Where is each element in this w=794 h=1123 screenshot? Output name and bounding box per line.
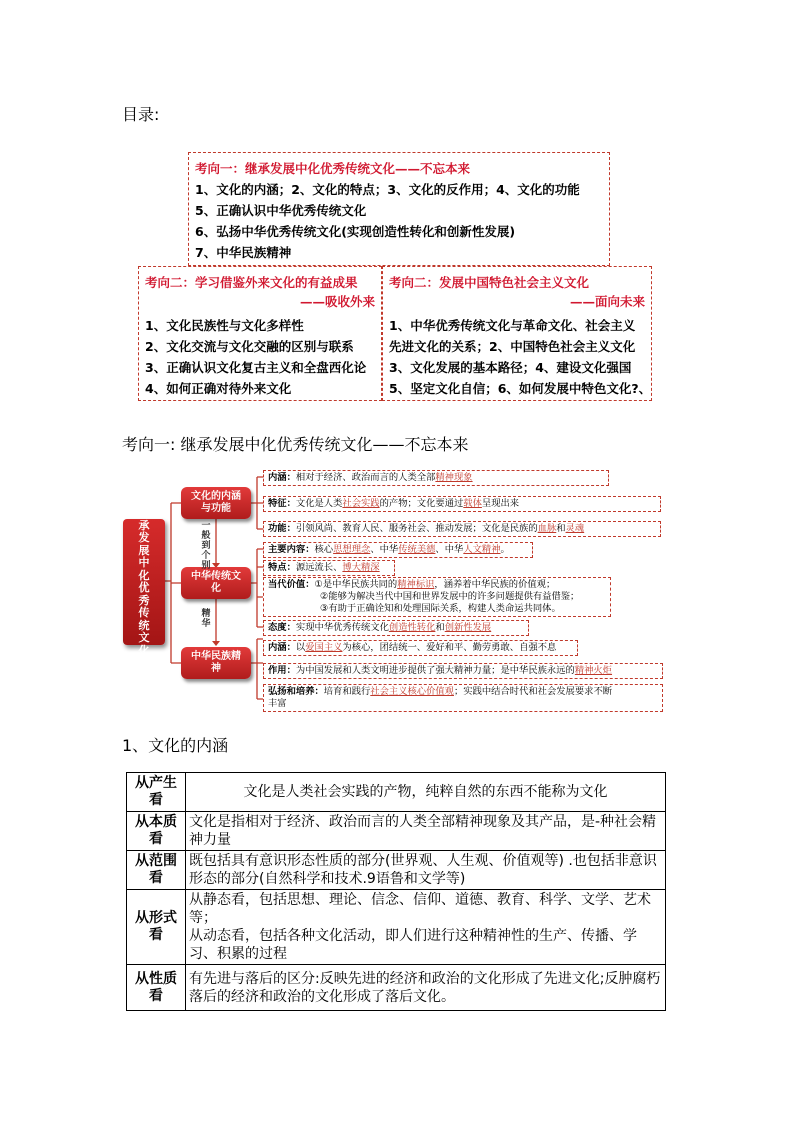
box3-subtitle: ——面向未来 — [569, 294, 645, 309]
node-national-spirit — [181, 647, 251, 679]
table-key-cell: 从性质看 — [127, 965, 186, 1011]
leaf-key: 当代价值： — [268, 579, 315, 590]
table-value-cell: 有先进与落后的区分:反映先进的经济和政治的文化形成了先进文化;反肿腐朽落后的经济和政治的文化形成了落后文化。 — [186, 965, 666, 1011]
leaf-text: 、中华 — [370, 544, 399, 555]
leaf-text: 相对于经济、政治而言的人类全部 — [295, 472, 436, 483]
box1-line: 1、文化的内涵；2、文化的特点；3、文化的反作用；4、文化的功能 — [195, 182, 580, 197]
box1-title: 考向一：继承发展中化优秀传统文化——不忘本来 — [195, 161, 471, 176]
table-key-cell: 从范围看 — [127, 851, 186, 890]
box3-line: 1、中华优秀传统文化与革命文化、社会主义 — [389, 318, 636, 333]
leaf-keyword: 精神标识 — [397, 579, 435, 590]
leaf-keyword: 精神现象 — [435, 472, 473, 483]
label-general-to-specific: 一般到个别 — [201, 521, 211, 571]
node-traditional-culture — [181, 567, 251, 599]
section-heading-2: 1、文化的内涵 — [122, 736, 229, 755]
leaf-text: ③有助于正确诠知和处理国际关系，构建人类命运共同体。 — [320, 603, 561, 614]
box3-title: 考向二：发展中国特色社会主义文化 — [389, 275, 590, 290]
node-label: 中华民族精神 — [191, 651, 241, 674]
outline-box-1 — [188, 152, 610, 266]
mind-map-root — [123, 506, 165, 657]
leaf-key: 特点： — [268, 562, 296, 573]
leaf-keyword: 社会实践 — [342, 498, 380, 509]
node-label: 文化的内涵与功能 — [191, 491, 241, 514]
table-value-line: 从动态看，包括各种文化活动，即人们进行这种精神性的生产、传播、学习、积累的过程 — [189, 928, 637, 962]
leaf-key: 特征： — [268, 498, 296, 509]
leaf-key: 功能： — [268, 523, 296, 534]
box1-line: 5、正确认识中华优秀传统文化 — [195, 203, 367, 218]
table-row — [127, 773, 666, 812]
table-value-cell: 既包括具有意识形态性质的部分(世界观、人生观、价值观等) .也包括非意识形态的部分(自然科学和技术.9语鲁和文学等) — [186, 851, 666, 890]
node-label: 中华传统文化 — [191, 571, 241, 594]
leaf-keyword: 载体 — [463, 498, 482, 509]
leaf-text: ；实践中结合时代和社会发展要求不断 — [453, 686, 613, 697]
leaf-text: 引领风尚、教育人民、服务社会、推动发展；文化是民族的 — [295, 523, 538, 534]
table-row — [127, 965, 666, 1011]
leaf-key: 内涵： — [268, 642, 296, 653]
leaf-function — [263, 521, 661, 537]
leaf-main-content — [263, 542, 533, 558]
table-row — [127, 890, 666, 965]
leaf-keyword: 灵魂 — [565, 523, 585, 534]
leaf-key: 弘扬和培养： — [268, 686, 324, 697]
leaf-text: 为中国发展和人类文明进步提供了强大精神力量；是中华民族永远的 — [295, 665, 575, 676]
leaf-attitude — [263, 620, 529, 636]
box1-line: 7、中华民族精神 — [195, 245, 292, 260]
table-key-cell: 从产生看 — [127, 773, 186, 812]
table-value-line: 从静态看，包括思想、理论、信念、信仰、道德、教育、科学、文学、艺术等； — [189, 892, 651, 926]
leaf-keyword: 创新性发展 — [444, 622, 492, 633]
leaf-contemporary-value — [263, 577, 611, 617]
leaf-text: 呈现出来 — [481, 498, 520, 509]
table-value-cell — [186, 890, 666, 965]
leaf-keyword: 博大精深 — [342, 562, 380, 573]
box2-line: 3、正确认识文化复古主义和全盘西化论 — [145, 360, 367, 375]
section-heading-1: 考向一: 继承发展中化优秀传统文化——不忘本来 — [122, 435, 469, 454]
leaf-text: 和 — [435, 622, 445, 633]
table-row — [127, 851, 666, 890]
table-row — [127, 812, 666, 851]
box3-line: 3、文化发展的基本路径；4、建设文化强国 — [389, 360, 632, 375]
box1-line: 6、弘扬中华优秀传统文化(实现创造性转化和创新性发展) — [195, 224, 516, 239]
leaf-key: 主要内容： — [268, 544, 315, 555]
box2-title: 考向二：学习借鉴外来文化的有益成果 — [145, 275, 358, 290]
leaf-text: ①是中华民族共同的 — [314, 579, 398, 590]
leaf-spirit-role — [263, 663, 663, 679]
leaf-key: 态度： — [268, 622, 296, 633]
leaf-text: ②能够为解决当代中国和世界发展中的许多问题提供有益借鉴； — [320, 591, 580, 602]
table-key-cell: 从本质看 — [127, 812, 186, 851]
outline-box-3 — [382, 266, 652, 401]
leaf-text: 。 — [500, 544, 510, 555]
leaf-text: 和 — [556, 523, 566, 534]
outline-box-2 — [138, 266, 382, 401]
table-value-cell: 文化是人类社会实践的产物，纯粹自然的东西不能称为文化 — [186, 773, 666, 812]
leaf-text: 文化是人类 — [295, 498, 343, 509]
table-key-cell: 从形式看 — [127, 890, 186, 965]
leaf-text: 为核心，团结统一、爱好和平、勤劳勇敢、自强不息 — [342, 642, 557, 653]
leaf-keyword: 创造性转化 — [388, 622, 436, 633]
leaf-characteristics — [263, 560, 395, 576]
leaf-text: 核心 — [314, 544, 334, 555]
leaf-keyword: 血脉 — [537, 523, 557, 534]
leaf-key: 作用： — [268, 665, 296, 676]
root-label: 继承发展中化优秀传统文化 — [138, 506, 150, 657]
leaf-text: 培育和践行 — [323, 686, 371, 697]
table-value-cell: 文化是指相对于经济、政治而言的人类全部精神现象及其产品，是-种社会精神力量 — [186, 812, 666, 851]
leaf-spirit-cultivate — [263, 684, 663, 712]
box3-line: 先进文化的关系；2、中国特色社会主义文化 — [389, 339, 636, 354]
leaf-keyword: 爱国主义 — [305, 642, 343, 653]
leaf-text: 实现中华优秀传统文化 — [295, 622, 389, 633]
leaf-spirit-meaning — [263, 640, 578, 656]
leaf-keyword: 人文精神 — [463, 544, 501, 555]
box2-subtitle: ——吸收外来 — [299, 294, 375, 309]
leaf-keyword: 社会主义核心价值观 — [370, 686, 454, 697]
label-essence: 精华 — [201, 609, 211, 629]
box2-line: 2、文化交流与文化交融的区别与联系 — [145, 339, 354, 354]
box2-line: 1、文化民族性与文化多样性 — [145, 318, 304, 333]
leaf-keyword: 精神火炬 — [574, 665, 613, 676]
node-culture-meaning — [181, 487, 251, 519]
leaf-text: 的产物；文化要通过 — [379, 498, 464, 509]
leaf-text: 以 — [295, 642, 306, 653]
toc-heading: 目录: — [122, 105, 160, 124]
leaf-keyword: 传统美德 — [398, 544, 436, 555]
leaf-text: 源远流长、 — [295, 562, 343, 573]
leaf-text: 丰富 — [268, 698, 287, 709]
leaf-key: 内涵： — [268, 472, 296, 483]
leaf-keyword: 思想理念 — [333, 544, 371, 555]
mind-map — [121, 463, 676, 715]
leaf-feature — [263, 496, 661, 512]
leaf-meaning — [263, 470, 609, 486]
leaf-text: 、中华 — [435, 544, 464, 555]
leaf-text: ，涵养着中华民族的价值观； — [434, 579, 556, 590]
box2-line: 4、如何正确对待外来文化 — [145, 381, 292, 396]
culture-connotation-table — [126, 772, 666, 1011]
box3-line: 5、坚定文化自信；6、如何发展中特色文化?、 — [389, 381, 652, 396]
